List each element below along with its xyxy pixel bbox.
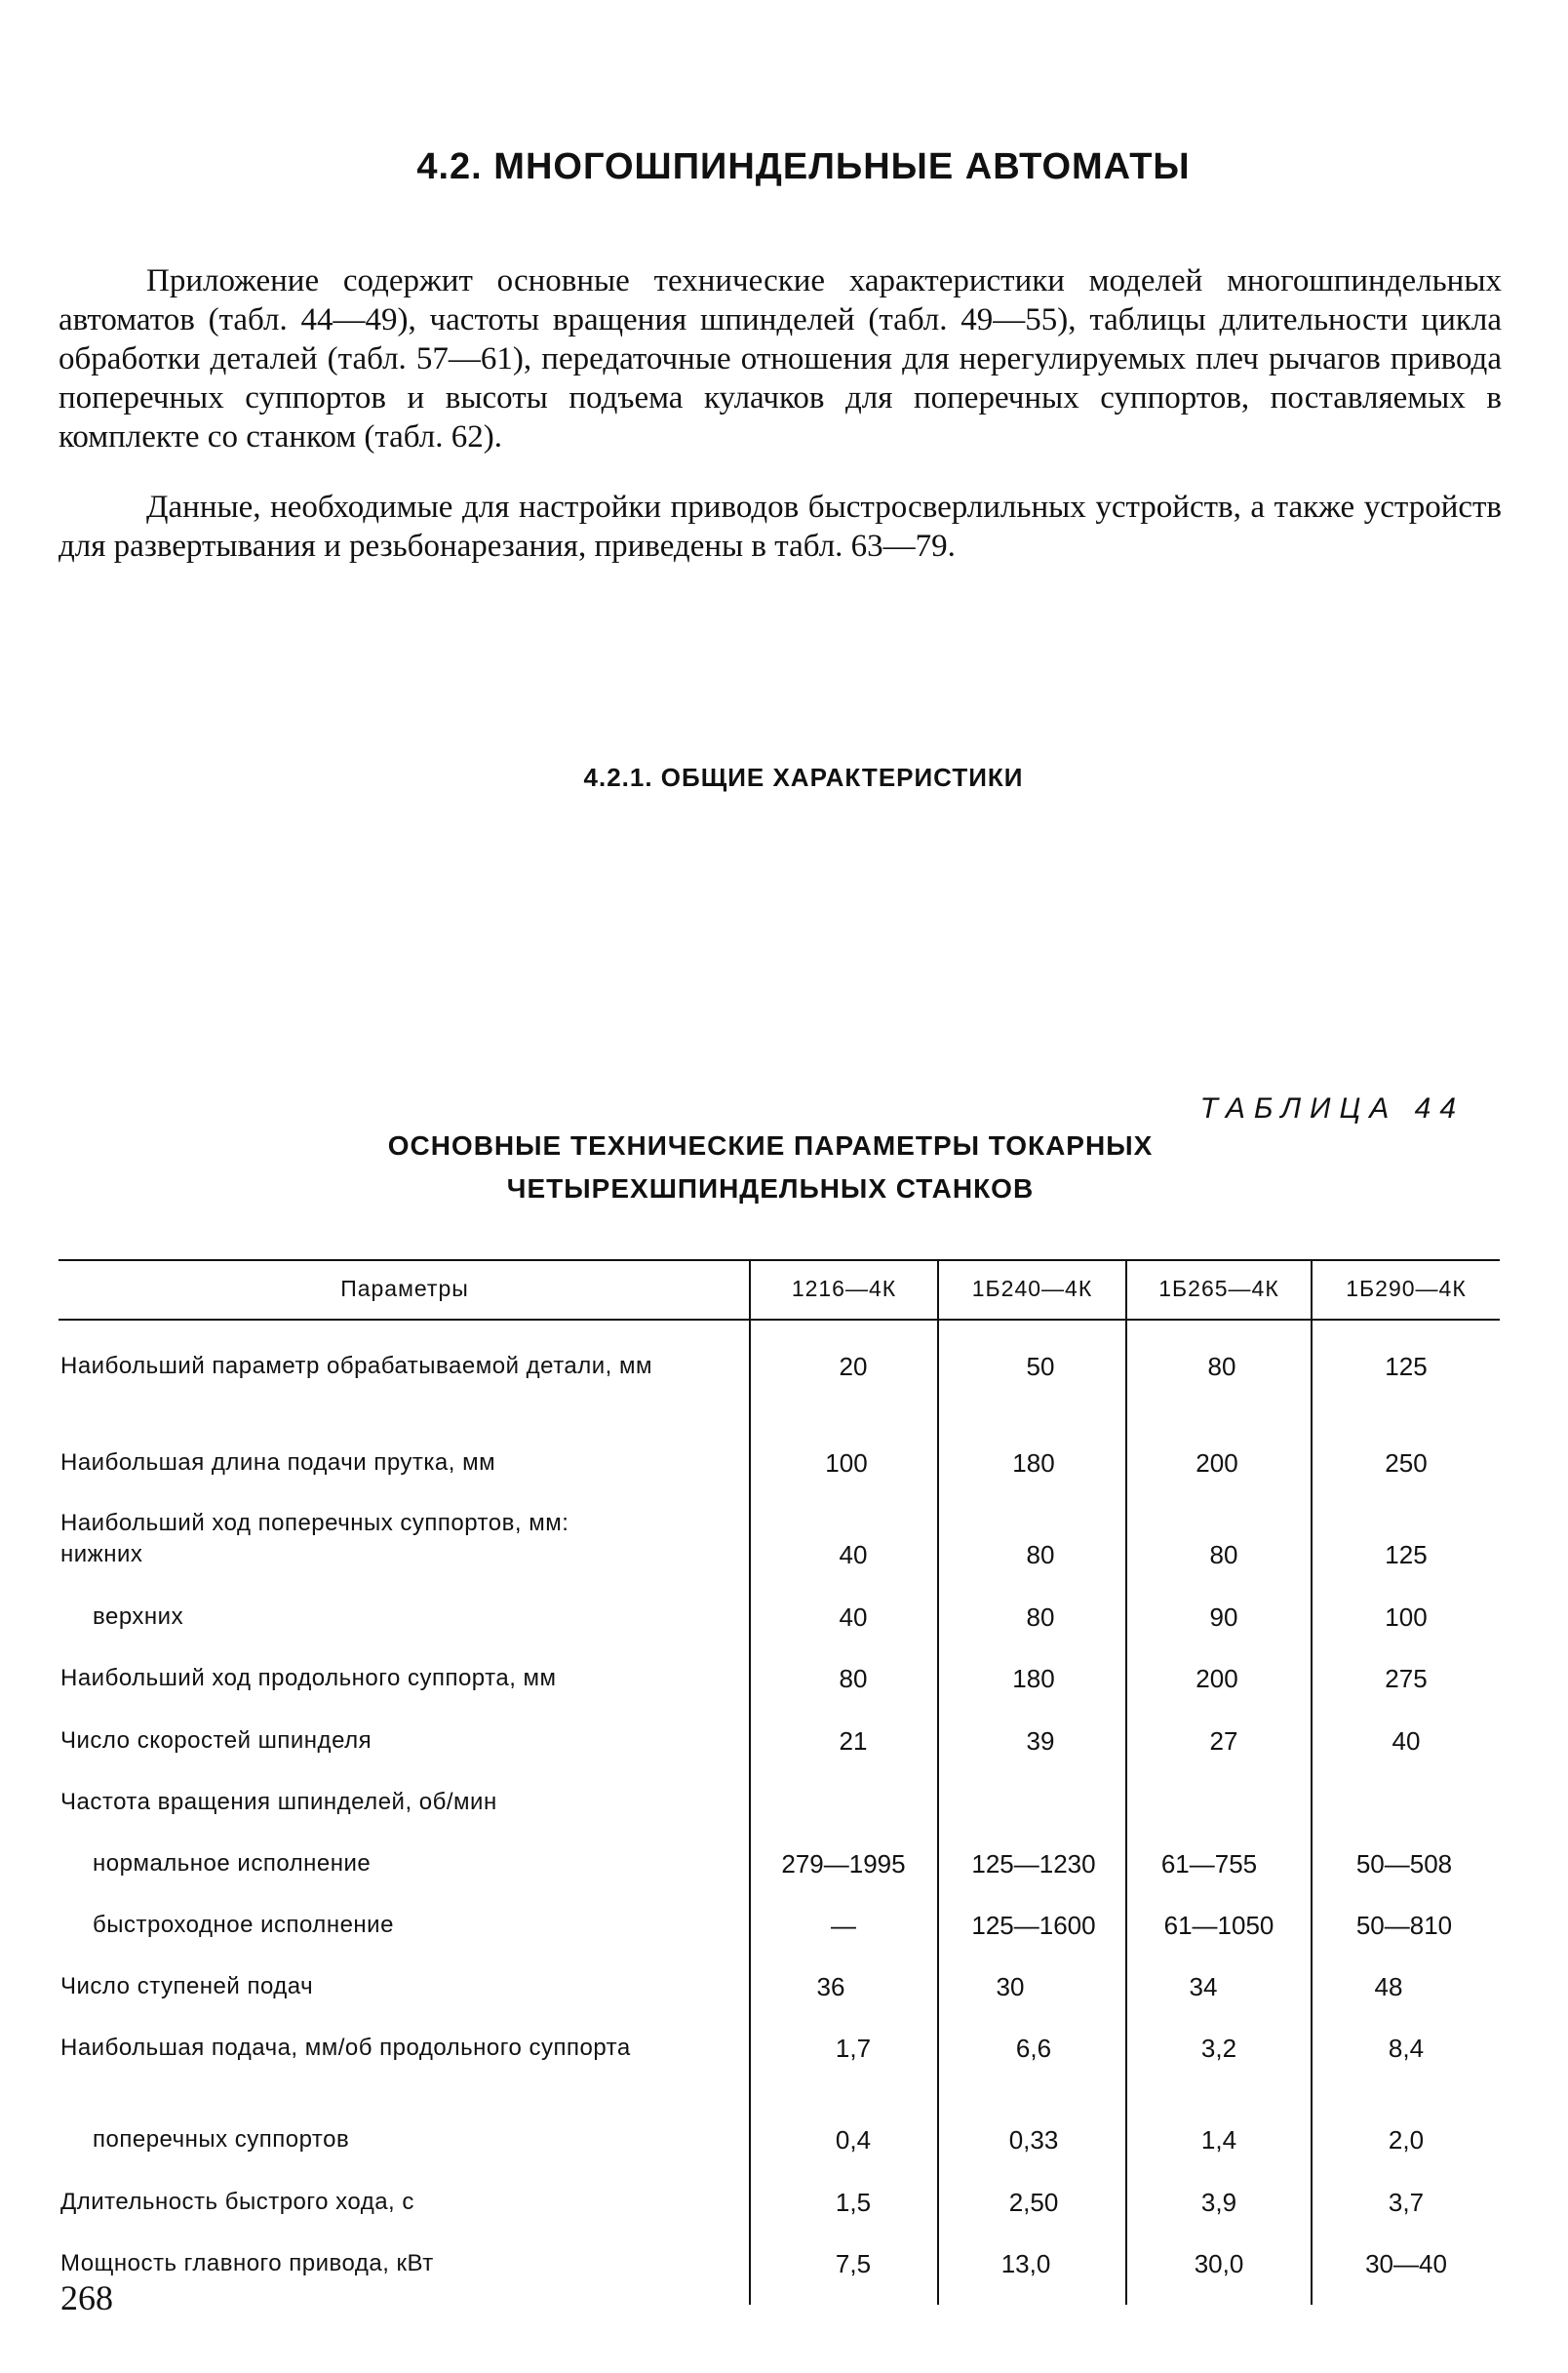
table-cell: 80 <box>1026 1540 1055 1569</box>
table-cell: 250 <box>1385 1448 1428 1478</box>
table-cell: 90 <box>1209 1602 1238 1632</box>
table-cell: 180 <box>1012 1664 1055 1693</box>
row-label: Наибольший параметр обрабатываемой детали, мм <box>60 1353 653 1379</box>
table-title-line-1: ОСНОВНЫЕ ТЕХНИЧЕСКИЕ ПАРАМЕТРЫ ТОКАРНЫХ <box>387 1130 1154 1161</box>
header-model-1b265-4k: 1Б265—4К <box>1158 1276 1279 1301</box>
column-divider <box>1311 1259 1313 2305</box>
table-cell: 100 <box>825 1448 868 1478</box>
table-cell: 125—1230 <box>971 1849 1096 1879</box>
table-cell: 40 <box>839 1602 868 1632</box>
subsection-title: 4.2.1. ОБЩИЕ ХАРАКТЕРИСТИКИ <box>583 763 1024 792</box>
table-cell: 27 <box>1209 1726 1238 1756</box>
row-label: нижних <box>60 1541 143 1567</box>
table-cell: 125 <box>1385 1540 1428 1569</box>
row-label: Наибольшая подача, мм/об продольного суппорта <box>60 2035 631 2061</box>
table-cell: 200 <box>1196 1448 1238 1478</box>
table-cell: 125 <box>1385 1352 1428 1381</box>
row-label: Число ступеней подач <box>60 1973 314 1999</box>
header-model-1216-4k: 1216—4К <box>791 1276 897 1301</box>
table-cell: 13,0 <box>1000 2249 1051 2278</box>
table-cell: 61—755 <box>1160 1849 1258 1879</box>
table-cell: 61—1050 <box>1163 1911 1274 1940</box>
row-label: Мощность главного привода, кВт <box>60 2250 434 2276</box>
table-cell: 36 <box>816 1972 845 2001</box>
table-cell: 20 <box>839 1352 868 1381</box>
row-label: верхних <box>93 1603 184 1630</box>
table-cell: 30,0 <box>1194 2249 1244 2278</box>
page-number: 268 <box>60 2278 113 2317</box>
table-cell: 3,9 <box>1200 2188 1237 2217</box>
row-label: Наибольшая длина подачи прутка, мм <box>60 1449 496 1476</box>
table-cell: 34 <box>1189 1972 1218 2001</box>
table-cell: 2,50 <box>1008 2188 1059 2217</box>
row-group-label: Частота вращения шпинделей, об/мин <box>60 1789 497 1815</box>
intro-paragraph-2: Данные, необходимые для настройки приводов быстросверлильных устройств, а также устройств для развертывания и резьбонарезания, приведены в табл. 63—79. <box>59 490 1502 564</box>
table-cell: 50 <box>1026 1352 1055 1381</box>
table-header-rule <box>59 1319 1500 1321</box>
table-cell: 7,5 <box>835 2249 872 2278</box>
row-label: поперечных суппортов <box>93 2126 350 2153</box>
table-cell: 48 <box>1374 1972 1403 2001</box>
row-label: Длительность быстрого хода, с <box>60 2189 414 2215</box>
section-title: 4.2. МНОГОШПИНДЕЛЬНЫЕ АВТОМАТЫ <box>416 146 1191 187</box>
table-cell: 279—1995 <box>781 1849 906 1879</box>
table-title-line-2: ЧЕТЫРЕХШПИНДЕЛЬНЫХ СТАНКОВ <box>506 1173 1035 1204</box>
row-label: Число скоростей шпинделя <box>60 1727 372 1754</box>
header-model-1b240-4k: 1Б240—4К <box>971 1276 1093 1301</box>
table-cell: 200 <box>1196 1664 1238 1693</box>
intro-paragraph-1: Приложение содержит основные технические характеристики моделей многошпиндельных автоматов (табл. 44—49), частоты вращения шпинделей (табл. 49—55), таблицы длительности цикла обработки деталей (табл. 57—61), передаточные отношения для нерегулируемых плеч рычагов привода поперечных суппортов и высоты подъема кулачков для поперечных суппортов, поставляемых в комплекте со станком (табл. 62). <box>59 263 1502 455</box>
table-cell: 100 <box>1385 1602 1428 1632</box>
table-cell: 1,7 <box>835 2034 872 2063</box>
row-label: быстроходное исполнение <box>93 1912 394 1938</box>
table-cell: 80 <box>1207 1352 1236 1381</box>
table-cell: 0,4 <box>835 2125 872 2155</box>
table-cell: 50—810 <box>1355 1911 1453 1940</box>
table-cell: 30 <box>996 1972 1025 2001</box>
table-cell: 0,33 <box>1008 2125 1059 2155</box>
column-divider <box>1125 1259 1127 2305</box>
table-cell: 39 <box>1026 1726 1055 1756</box>
table-title <box>322 1125 1219 1210</box>
table-cell: 275 <box>1385 1664 1428 1693</box>
table-label: ТАБЛИЦА 44 <box>1199 1092 1465 1125</box>
row-group-label: Наибольший ход поперечных суппортов, мм: <box>60 1510 569 1536</box>
table-cell: 40 <box>1392 1726 1421 1756</box>
table-cell: 3,2 <box>1200 2034 1237 2063</box>
table-cell: 1,4 <box>1200 2125 1237 2155</box>
table-cell: 50—508 <box>1355 1849 1453 1879</box>
table-cell: 3,7 <box>1388 2188 1425 2217</box>
table-cell: 2,0 <box>1388 2125 1425 2155</box>
table-cell: 8,4 <box>1388 2034 1425 2063</box>
table-cell: 80 <box>1209 1540 1238 1569</box>
table-top-rule <box>59 1259 1500 1261</box>
table-cell: 80 <box>839 1664 868 1693</box>
table-cell: 1,5 <box>835 2188 872 2217</box>
table-cell: 30—40 <box>1365 2249 1447 2278</box>
table-cell: 6,6 <box>1015 2034 1052 2063</box>
row-label: нормальное исполнение <box>93 1850 372 1877</box>
table-cell: 40 <box>839 1540 868 1569</box>
table-cell: 80 <box>1026 1602 1055 1632</box>
row-label: Наибольший ход продольного суппорта, мм <box>60 1665 557 1691</box>
header-model-1b290-4k: 1Б290—4К <box>1346 1276 1467 1301</box>
table-cell: 21 <box>839 1726 868 1756</box>
header-parameters: Параметры <box>340 1276 469 1301</box>
table-cell: 125—1600 <box>971 1911 1096 1940</box>
table-cell: 180 <box>1012 1448 1055 1478</box>
table-cell: — <box>831 1911 856 1940</box>
